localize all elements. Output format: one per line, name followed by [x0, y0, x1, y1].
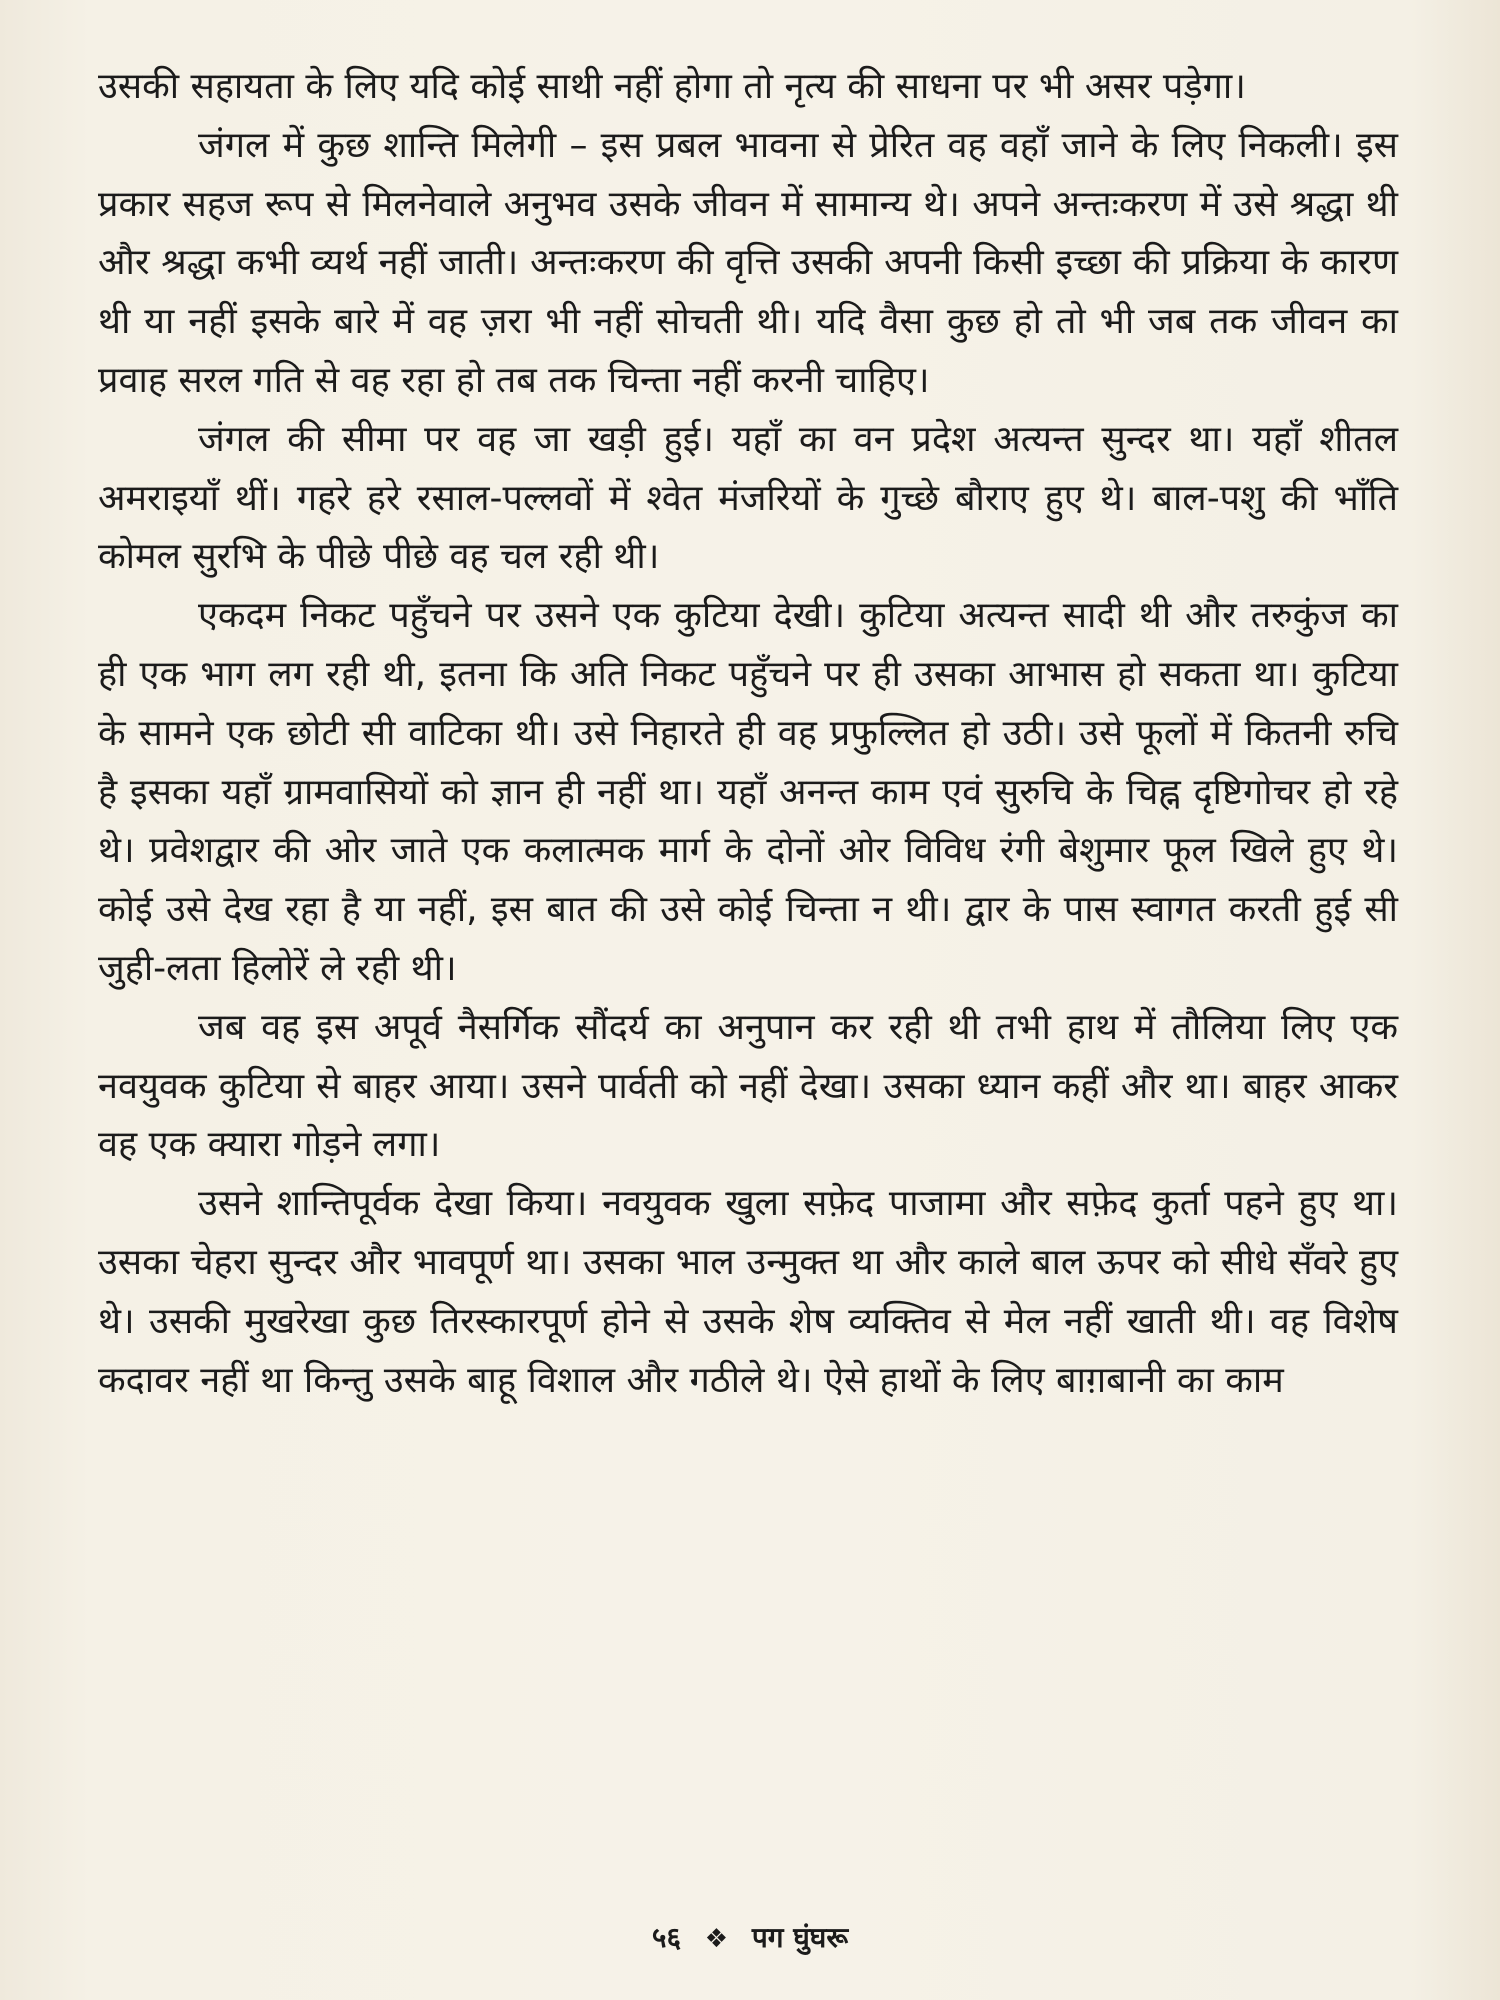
ornament-separator-icon: ❖	[704, 1924, 729, 1954]
paragraph-6: उसने शान्तिपूर्वक देखा किया। नवयुवक खुला सफ़ेद पाजामा और सफ़ेद कुर्ता पहने हुए था। उसका चेहरा सुन्दर और भावपूर्ण था। उसका भाल उन्मुक्त था और काले बाल ऊपर को सीधे सँवरे हुए थे। उसकी मुखरेखा कुछ तिरस्कारपूर्ण होने से उसके शेष व्यक्तिव से मेल नहीं खाती थी। वह विशेष कदावर नहीं था किन्तु उसके बाहू विशाल और गठीले थे। ऐसे हाथों के लिए बाग़बानी का काम	[98, 1183, 1398, 1401]
page-footer	[0, 1918, 1500, 1956]
body-text	[98, 58, 1398, 1410]
paragraph-5: जब वह इस अपूर्व नैसर्गिक सौंदर्य का अनुपान कर रही थी तभी हाथ में तौलिया लिए एक नवयुवक कुटिया से बाहर आया। उसने पार्वती को नहीं देखा। उसका ध्यान कहीं और था। बाहर आकर वह एक क्यारा गोड़ने लगा।	[98, 1006, 1398, 1166]
paragraph-3: जंगल की सीमा पर वह जा खड़ी हुई। यहाँ का वन प्रदेश अत्यन्त सुन्दर था। यहाँ शीतल अमराइयाँ थीं। गहरे हरे रसाल-पल्लवों में श्वेत मंजरियों के गुच्छे बौराए हुए थे। बाल-पशु की भाँति कोमल सुरभि के पीछे पीछे वह चल रही थी।	[98, 418, 1398, 578]
paragraph-4: एकदम निकट पहुँचने पर उसने एक कुटिया देखी। कुटिया अत्यन्त सादी थी और तरुकुंज का ही एक भाग लग रही थी, इतना कि अति निकट पहुँचने पर ही उसका आभास हो सकता था। कुटिया के सामने एक छोटी सी वाटिका थी। उसे निहारते ही वह प्रफुल्लित हो उठी। उसे फूलों में कितनी रुचि है इसका यहाँ ग्रामवासियों को ज्ञान ही नहीं था। यहाँ अनन्त काम एवं सुरुचि के चिह्न दृष्टिगोचर हो रहे थे। प्रवेशद्वार की ओर जाते एक कलात्मक मार्ग के दोनों ओर विविध रंगी बेशुमार फूल खिले हुए थे। कोई उसे देख रहा है या नहीं, इस बात की उसे कोई चिन्ता न थी। द्वार के पास स्वागत करती हुई सी जुही-लता हिलोरें ले रही थी।	[98, 595, 1398, 989]
book-title: पग घुंघरू	[751, 1921, 849, 1954]
page-number: ५६	[651, 1921, 682, 1954]
paragraph-1: उसकी सहायता के लिए यदि कोई साथी नहीं होगा तो नृत्य की साधना पर भी असर पड़ेगा।	[98, 66, 1246, 107]
paragraph-2: जंगल में कुछ शान्ति मिलेगी – इस प्रबल भावना से प्रेरित वह वहाँ जाने के लिए निकली। इस प्रकार सहज रूप से मिलनेवाले अनुभव उसके जीवन में सामान्य थे। अपने अन्तःकरण में उसे श्रद्धा थी और श्रद्धा कभी व्यर्थ नहीं जाती। अन्तःकरण की वृत्ति उसकी अपनी किसी इच्छा की प्रक्रिया के कारण थी या नहीं इसके बारे में वह ज़रा भी नहीं सोचती थी। यदि वैसा कुछ हो तो भी जब तक जीवन का प्रवाह सरल गति से वह रहा हो तब तक चिन्ता नहीं करनी चाहिए।	[98, 124, 1398, 401]
